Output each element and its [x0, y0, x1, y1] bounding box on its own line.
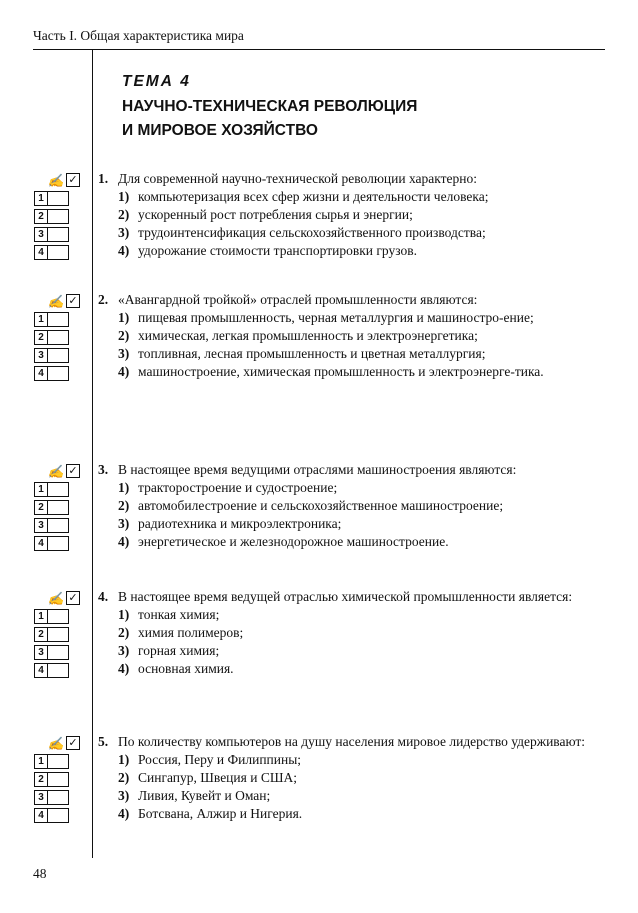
option-number: 1) — [118, 480, 130, 495]
answer-option — [118, 206, 606, 224]
answer-option — [118, 769, 606, 787]
answer-option-box[interactable] — [34, 534, 80, 552]
answer-option — [118, 363, 606, 381]
option-text: энергетическое и железнодорожное машиностроение. — [138, 534, 449, 549]
question — [98, 170, 606, 260]
pencil-icon: ✍ — [47, 463, 64, 479]
option-number: 4) — [118, 661, 130, 676]
answer-option — [118, 642, 606, 660]
option-number: 2) — [118, 770, 130, 785]
answer-marks — [34, 589, 80, 679]
question-number: 4. — [98, 589, 109, 604]
question-stem — [98, 588, 606, 606]
option-number: 4) — [118, 364, 130, 379]
answer-box[interactable] — [48, 227, 69, 242]
answer-marks — [34, 734, 80, 824]
question — [98, 733, 606, 823]
answer-box-number: 3 — [34, 348, 48, 363]
option-list — [118, 751, 606, 823]
answer-option-box[interactable] — [34, 225, 80, 243]
question-stem — [98, 170, 606, 188]
option-text: топливная, лесная промышленность и цветная металлургия; — [138, 346, 486, 361]
answer-mark-header — [34, 171, 80, 189]
option-text: автомобилестроение и сельскохозяйственное машиностроение; — [138, 498, 504, 513]
answer-box[interactable] — [48, 348, 69, 363]
answer-box-number: 3 — [34, 645, 48, 660]
answer-option-box[interactable] — [34, 752, 80, 770]
answer-box[interactable] — [48, 500, 69, 515]
topic-heading — [122, 72, 417, 143]
answer-option — [118, 533, 606, 551]
option-number: 4) — [118, 534, 130, 549]
answer-box[interactable] — [48, 245, 69, 260]
answer-mark-header — [34, 462, 80, 480]
question-number: 2. — [98, 292, 109, 307]
answer-box-number: 3 — [34, 518, 48, 533]
option-list — [118, 479, 606, 551]
question-text: «Авангардной тройкой» отраслей промышленности являются: — [118, 292, 478, 307]
option-text: машиностроение, химическая промышленность и электроэнерге-тика. — [138, 364, 544, 379]
pencil-icon: ✍ — [47, 293, 64, 309]
answer-option-box[interactable] — [34, 516, 80, 534]
answer-box-number: 2 — [34, 500, 48, 515]
answer-option-box[interactable] — [34, 346, 80, 364]
answer-box-number: 4 — [34, 663, 48, 678]
question-text: По количеству компьютеров на душу населения мировое лидерство удерживают: — [118, 734, 586, 749]
option-number: 3) — [118, 788, 130, 803]
answer-box[interactable] — [48, 754, 69, 769]
option-number: 1) — [118, 607, 130, 622]
answer-option-box[interactable] — [34, 364, 80, 382]
answer-option-box[interactable] — [34, 625, 80, 643]
answer-option — [118, 805, 606, 823]
answer-box[interactable] — [48, 627, 69, 642]
question-stem — [98, 733, 606, 751]
answer-option-box[interactable] — [34, 189, 80, 207]
answer-option — [118, 309, 606, 327]
answer-option-box[interactable] — [34, 770, 80, 788]
option-number: 1) — [118, 310, 130, 325]
question-text: В настоящее время ведущей отраслью химической промышленности является: — [118, 589, 573, 604]
option-text: Россия, Перу и Филиппины; — [138, 752, 302, 767]
answer-box-number: 2 — [34, 330, 48, 345]
answer-box[interactable] — [48, 536, 69, 551]
answer-box-number: 1 — [34, 191, 48, 206]
option-text: Ливия, Кувейт и Оман; — [138, 788, 271, 803]
answer-box[interactable] — [48, 209, 69, 224]
option-text: химия полимеров; — [138, 625, 244, 640]
checkbox-checked-icon: ✓ — [66, 173, 80, 187]
option-text: тонкая химия; — [138, 607, 220, 622]
option-number: 2) — [118, 498, 130, 513]
answer-box[interactable] — [48, 482, 69, 497]
option-text: удорожание стоимости транспортировки грузов. — [138, 243, 417, 258]
checkbox-checked-icon: ✓ — [66, 464, 80, 478]
answer-option-box[interactable] — [34, 328, 80, 346]
answer-box-number: 1 — [34, 312, 48, 327]
option-number: 2) — [118, 207, 130, 222]
checkbox-checked-icon: ✓ — [66, 294, 80, 308]
question — [98, 461, 606, 551]
answer-box-number: 1 — [34, 609, 48, 624]
answer-box[interactable] — [48, 312, 69, 327]
option-number: 4) — [118, 806, 130, 821]
option-text: горная химия; — [138, 643, 220, 658]
answer-box[interactable] — [48, 191, 69, 206]
option-text: ускоренный рост потребления сырья и энергии; — [138, 207, 413, 222]
option-text: трудоинтенсификация сельскохозяйственного производства; — [138, 225, 486, 240]
option-number: 1) — [118, 752, 130, 767]
answer-option-box[interactable] — [34, 643, 80, 661]
question-text: Для современной научно-технической революции характерно: — [118, 171, 478, 186]
option-text: тракторостроение и судостроение; — [138, 480, 338, 495]
answer-option — [118, 242, 606, 260]
answer-box-number: 4 — [34, 536, 48, 551]
answer-box[interactable] — [48, 330, 69, 345]
answer-box[interactable] — [48, 645, 69, 660]
answer-box-number: 2 — [34, 627, 48, 642]
question — [98, 291, 606, 381]
option-number: 2) — [118, 625, 130, 640]
answer-option-box[interactable] — [34, 243, 80, 261]
answer-option-box[interactable] — [34, 498, 80, 516]
margin-rule — [92, 50, 93, 858]
question-number: 3. — [98, 462, 109, 477]
answer-option-box[interactable] — [34, 480, 80, 498]
question-stem — [98, 461, 606, 479]
answer-option-box[interactable] — [34, 310, 80, 328]
option-number: 4) — [118, 243, 130, 258]
answer-box-number: 4 — [34, 245, 48, 260]
option-number: 3) — [118, 225, 130, 240]
answer-box-number: 2 — [34, 209, 48, 224]
answer-box-number: 1 — [34, 482, 48, 497]
answer-box[interactable] — [48, 609, 69, 624]
question — [98, 588, 606, 678]
option-text: пищевая промышленность, черная металлургия и машиностро-ение; — [138, 310, 534, 325]
option-text: радиотехника и микроэлектроника; — [138, 516, 342, 531]
answer-box[interactable] — [48, 518, 69, 533]
answer-marks — [34, 462, 80, 552]
answer-mark-header — [34, 734, 80, 752]
answer-option — [118, 606, 606, 624]
option-number: 3) — [118, 643, 130, 658]
question-stem — [98, 291, 606, 309]
option-text: химическая, легкая промышленность и электроэнергетика; — [138, 328, 478, 343]
answer-option-box[interactable] — [34, 207, 80, 225]
answer-option — [118, 497, 606, 515]
answer-option — [118, 660, 606, 678]
answer-marks — [34, 292, 80, 382]
answer-option — [118, 345, 606, 363]
answer-option — [118, 327, 606, 345]
answer-option — [118, 188, 606, 206]
option-text: основная химия. — [138, 661, 234, 676]
answer-option-box[interactable] — [34, 607, 80, 625]
pencil-icon: ✍ — [47, 172, 64, 188]
answer-mark-header — [34, 292, 80, 310]
answer-mark-header — [34, 589, 80, 607]
option-text: Сингапур, Швеция и США; — [138, 770, 297, 785]
topic-label: ТЕМА 4 — [122, 73, 191, 90]
checkbox-checked-icon: ✓ — [66, 591, 80, 605]
answer-box-number: 4 — [34, 366, 48, 381]
topic-title-line-2: И МИРОВОЕ ХОЗЯЙСТВО — [122, 122, 318, 139]
checkbox-checked-icon: ✓ — [66, 736, 80, 750]
answer-box[interactable] — [48, 808, 69, 823]
question-text: В настоящее время ведущими отраслями машиностроения являются: — [118, 462, 517, 477]
answer-box-number: 3 — [34, 790, 48, 805]
topic-title — [122, 95, 417, 143]
answer-option — [118, 479, 606, 497]
option-list — [118, 606, 606, 678]
answer-option-box[interactable] — [34, 806, 80, 824]
page-number: 48 — [33, 866, 47, 881]
answer-box[interactable] — [48, 366, 69, 381]
answer-option-box[interactable] — [34, 788, 80, 806]
header-rule — [33, 49, 605, 50]
answer-option — [118, 787, 606, 805]
question-number: 1. — [98, 171, 109, 186]
answer-box-number: 4 — [34, 808, 48, 823]
answer-marks — [34, 171, 80, 261]
option-text: Ботсвана, Алжир и Нигерия. — [138, 806, 303, 821]
topic-title-line-1: НАУЧНО-ТЕХНИЧЕСКАЯ РЕВОЛЮЦИЯ — [122, 98, 418, 115]
answer-box-number: 3 — [34, 227, 48, 242]
answer-option — [118, 224, 606, 242]
answer-box[interactable] — [48, 790, 69, 805]
option-list — [118, 309, 606, 381]
option-text: компьютеризация всех сфер жизни и деятельности человека; — [138, 189, 489, 204]
option-list — [118, 188, 606, 260]
answer-box-number: 2 — [34, 772, 48, 787]
question-number: 5. — [98, 734, 109, 749]
answer-box-number: 1 — [34, 754, 48, 769]
answer-option — [118, 751, 606, 769]
answer-option — [118, 515, 606, 533]
answer-option-box[interactable] — [34, 661, 80, 679]
option-number: 1) — [118, 189, 130, 204]
pencil-icon: ✍ — [47, 590, 64, 606]
running-head: Часть I. Общая характеристика мира — [33, 28, 244, 43]
pencil-icon: ✍ — [47, 735, 64, 751]
option-number: 3) — [118, 516, 130, 531]
answer-box[interactable] — [48, 663, 69, 678]
option-number: 3) — [118, 346, 130, 361]
option-number: 2) — [118, 328, 130, 343]
answer-option — [118, 624, 606, 642]
answer-box[interactable] — [48, 772, 69, 787]
